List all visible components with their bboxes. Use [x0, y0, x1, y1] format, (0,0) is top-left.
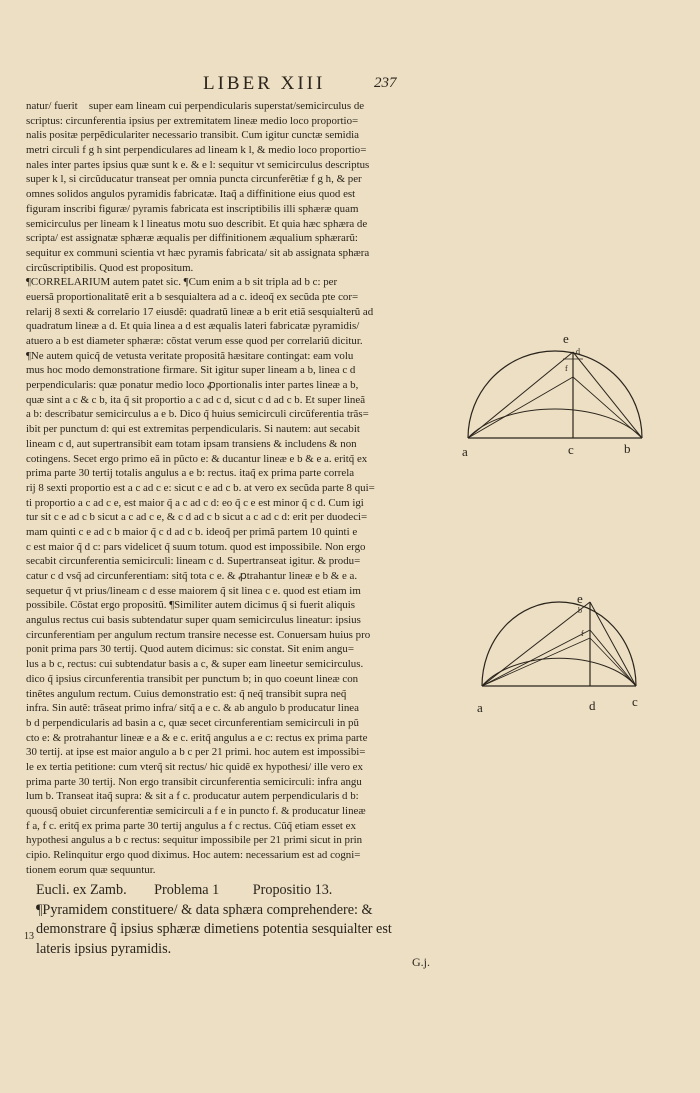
text-line: rij 8 sexti proportio est a c ad c e: sicut c e ad c b. at vero ex secũda parte 8 qui=: [26, 481, 375, 494]
text-line: catur c d vsq̃ ad circunferentiam: sitq̃ tota c e. & ꝓtrahantur lineæ e b & e a.: [26, 570, 358, 582]
text-line: quadratum lineæ a d. Et quia linea a d est æqualis lateri fabricatæ pyramidis/: [26, 320, 360, 333]
text-line: sequitur ex communi scientia vt hæc pyramis fabricata/ sit ab assignata sphæra: [26, 246, 370, 259]
main-text-block: [26, 99, 466, 877]
fig-bottom-label-c: c: [632, 694, 638, 709]
fig-top-label-d: d: [576, 347, 580, 356]
fig-top-label-a: a: [462, 444, 468, 459]
fig-bottom-label-b: b: [578, 606, 582, 615]
fig-bottom-label-d: d: [589, 698, 596, 713]
text-line: perpendicularis: quæ ponatur medio loco ꝓportionalis inter partes lineæ a b,: [26, 379, 359, 392]
problem-statement-line: demonstrare q̃ ipsius sphæræ dimetiens potentia sesquialter est: [36, 921, 392, 937]
problem-statement-line: ¶Pyramidem constituere/ & data sphæra comprehendere: &: [36, 901, 373, 918]
text-line: tinẽtes angulum rectum. Cuius demonstratio est: q̃ neq̃ transibit supra neq̃: [26, 687, 347, 700]
text-line: c est maior q̃ d c: pars videlicet q̃ suum totum. quod est impossibile. Non ergo: [26, 540, 366, 553]
fig-bottom-label-a: a: [477, 700, 483, 715]
text-line: cipio. Relinquitur ergo quod diximus. Hoc autem: necessarium est ad cogni=: [26, 849, 361, 862]
problem-source: Eucli. ex Zamb.: [36, 882, 127, 898]
margin-number: 13: [24, 931, 34, 942]
fig-top-label-e: e: [563, 331, 569, 346]
text-line: relarij 8 sexti & correlario 17 eiusdẽ: quadratũ lineæ a b erit etiã sesquialterũ ad: [26, 305, 374, 318]
text-line: ¶CORRELARIUM autem patet sic. ¶Cum enim a b sit tripla ad b c: per: [26, 276, 338, 289]
text-line: angulus rectus cui basis subtendatur super quam semicirculus lineatur: ipsius: [26, 614, 361, 627]
text-line: circũscriptibilis. Quod est propositum.: [26, 261, 194, 274]
text-line: nalis positæ perpẽdiculariter necessario transibit. Cum igitur cunctæ semidia: [26, 129, 359, 142]
text-line: sequetur q̃ vt prius/lineam c d esse maiorem q̃ sit linea c e. quod est etiam im: [26, 584, 361, 597]
text-line: figuram inscribi figuræ/ pyramis fabricata est inscriptibilis illi sphæræ quam: [26, 202, 359, 215]
text-line: euersã proportionalitatẽ erit a b sesquialtera ad a c. ideoq̃ ex secũda pte cor=: [26, 290, 359, 303]
text-line: super k l, si circũducatur transeat per omnia puncta circunferẽtiæ f g h, & per: [26, 173, 362, 186]
text-line: quousq̃ obuiet circunferentiæ semicirculi a f e in puncto f. & producatur lineæ: [26, 805, 366, 817]
text-line: dico q̃ ipsius circunferentia transibit per punctum b; in quo coeunt lineæ con: [26, 672, 359, 685]
text-line: omnes solidos angulos pyramidis fabricatæ. Itaq̃ a diffinitione eius quod est: [26, 188, 356, 201]
signature-mark: G.j.: [412, 955, 430, 969]
fig-bottom-label-f: f: [581, 629, 584, 638]
text-line: mus hoc modo demonstratione firmare. Sit igitur super lineam a b, linea c d: [26, 364, 356, 377]
problem-statement-line: lateris ipsius pyramidis.: [36, 940, 172, 957]
text-line: cotingens. Secet ergo primo eã in pũcto e: & ducantur lineæ e b & e a. eritq̃ ex: [26, 452, 368, 465]
text-line: b d perpendicularis ad basin a c, quæ secet circunferentiam semicirculi in pũ: [26, 716, 359, 729]
text-line: prima parte 30 tertij. Non ergo transibit circunferentia semicirculi: infra angu: [26, 775, 362, 788]
text-line: secabit circunferentia semicirculi: lineam c d. Supertranseat igitur. & produ=: [26, 555, 361, 568]
text-line: cto e: & protrahantur lineæ e a & e c. eritq̃ angulus a e c: rectus ex prima parte: [26, 731, 368, 744]
text-line: ponit prima pars 30 tertij. Quod autem dicimus: sic constat. Sit enim angu=: [26, 643, 354, 656]
text-line: hypothesi angulus a b c rectus: sequitur impossibile per 21 primi sicut in prin: [26, 834, 363, 847]
text-line: tur sit c e ad c b sicut a c ad c e, & c d ad c b sicut a c ad c d: erit per duodeci=: [26, 511, 368, 524]
text-line: lus a b c, rectus: cui subtendatur basis a c, & super eam lineetur semicirculus.: [26, 658, 364, 671]
text-line: circunferentiam per angulum rectum transire necesse est. Conuersam huius pro: [26, 628, 371, 641]
text-line: 30 tertij. at ipse est maior angulo a b c per 21 primi. hoc autem est impossibi=: [26, 746, 366, 759]
text-line: ibit per punctum d: qui est extremitas perpendicularis. Si nautem: aut secabit: [26, 423, 360, 436]
text-line: ¶Ne autem quicq̃ de vetusta veritate propositã hæsitare contingat: eam volu: [26, 349, 354, 362]
text-line: natur/ fuerit super eam lineam cui perpendicularis superstat/semicirculus de: [26, 100, 356, 112]
fig-top-label-b: b: [624, 441, 631, 456]
text-line: a b: describatur semicirculus a e b. Dico q̃ huius semicirculi circũferentia trãs=: [26, 408, 369, 421]
text-line: quæ sint a c & c b, ita q̃ sit proportio a c ad c d, sicut c d ad c b. Et super lineã: [26, 393, 366, 406]
page-number: 237: [374, 75, 397, 91]
text-line: scripta/ est assignatæ sphæræ æqualis per diffinitionem æqualium sphærarũ:: [26, 232, 358, 245]
text-line: mam quinti c e ad c b maior q̃ c d ad c b. ideoq̃ per primã partem 10 quinti e: [26, 525, 358, 538]
text-line: infra. Sin autẽ: trãseat primo infra/ sitq̃ a e c. & ab angulo b producatur linea: [26, 702, 359, 715]
text-line: scriptus: circunferentia ipsius per extremitatem lineæ medio loco proportio=: [26, 114, 359, 127]
text-line: metri circuli f g h sint perpendiculares ad lineam k l, & medio loco proportio=: [26, 144, 367, 157]
problem-heading: [36, 881, 476, 901]
geometric-figure-bottom: [476, 578, 656, 708]
fig-top-label-c: c: [568, 442, 574, 457]
text-line: atuero a b est diameter sphæræ: cõstat verum esse quod per correlariũ dicitur.: [26, 335, 363, 347]
text-line: le ex tertia petitione: cum vterq̃ sit rectus/ hic quidẽ ex hypothesi/ ille vero ex: [26, 760, 363, 773]
text-line: ti proportio a c ad c e, est maior q̃ a c ad c d: eo q̃ c e est minor q̃ c d. Cum igi: [26, 496, 364, 509]
text-line: semicirculus per lineam k l lineatus motu suo describit. Et quia hæc sphæra de: [26, 217, 368, 230]
fig-top-label-f: f: [565, 364, 568, 373]
text-line: possibile. Cõstat ergo propositũ. ¶Similiter autem dicimus q̃ si fuerit aliquis: [26, 599, 356, 612]
text-line: lum b. Transeat itaq̃ supra: & sit a f c. producatur autem perpendicularis d b:: [26, 790, 359, 803]
fig-bottom-label-e: e: [577, 591, 583, 606]
running-title: LIBER XIII: [203, 73, 326, 94]
text-line: lineam c d, aut supertransibit eam totam ipsam transiens & includens & non: [26, 437, 357, 450]
problem-label: Problema 1: [154, 882, 220, 898]
text-line: f a, f c. eritq̃ ex prima parte 30 tertij angulus a f c rectus. Cũq̃ etiam esset ex: [26, 819, 356, 832]
problem-block: [36, 881, 476, 959]
text-line: tionem eorum quæ sequuntur.: [26, 863, 156, 876]
text-line: prima parte 30 tertij totalis angulus a e b: rectus. itaq̃ ex prima parte correla: [26, 467, 355, 480]
text-line: nales inter partes ipsius quæ sunt k e. & e l: sequitur vt semicirculus descriptus: [26, 158, 370, 171]
proposition-label: Propositio 13.: [252, 882, 333, 898]
